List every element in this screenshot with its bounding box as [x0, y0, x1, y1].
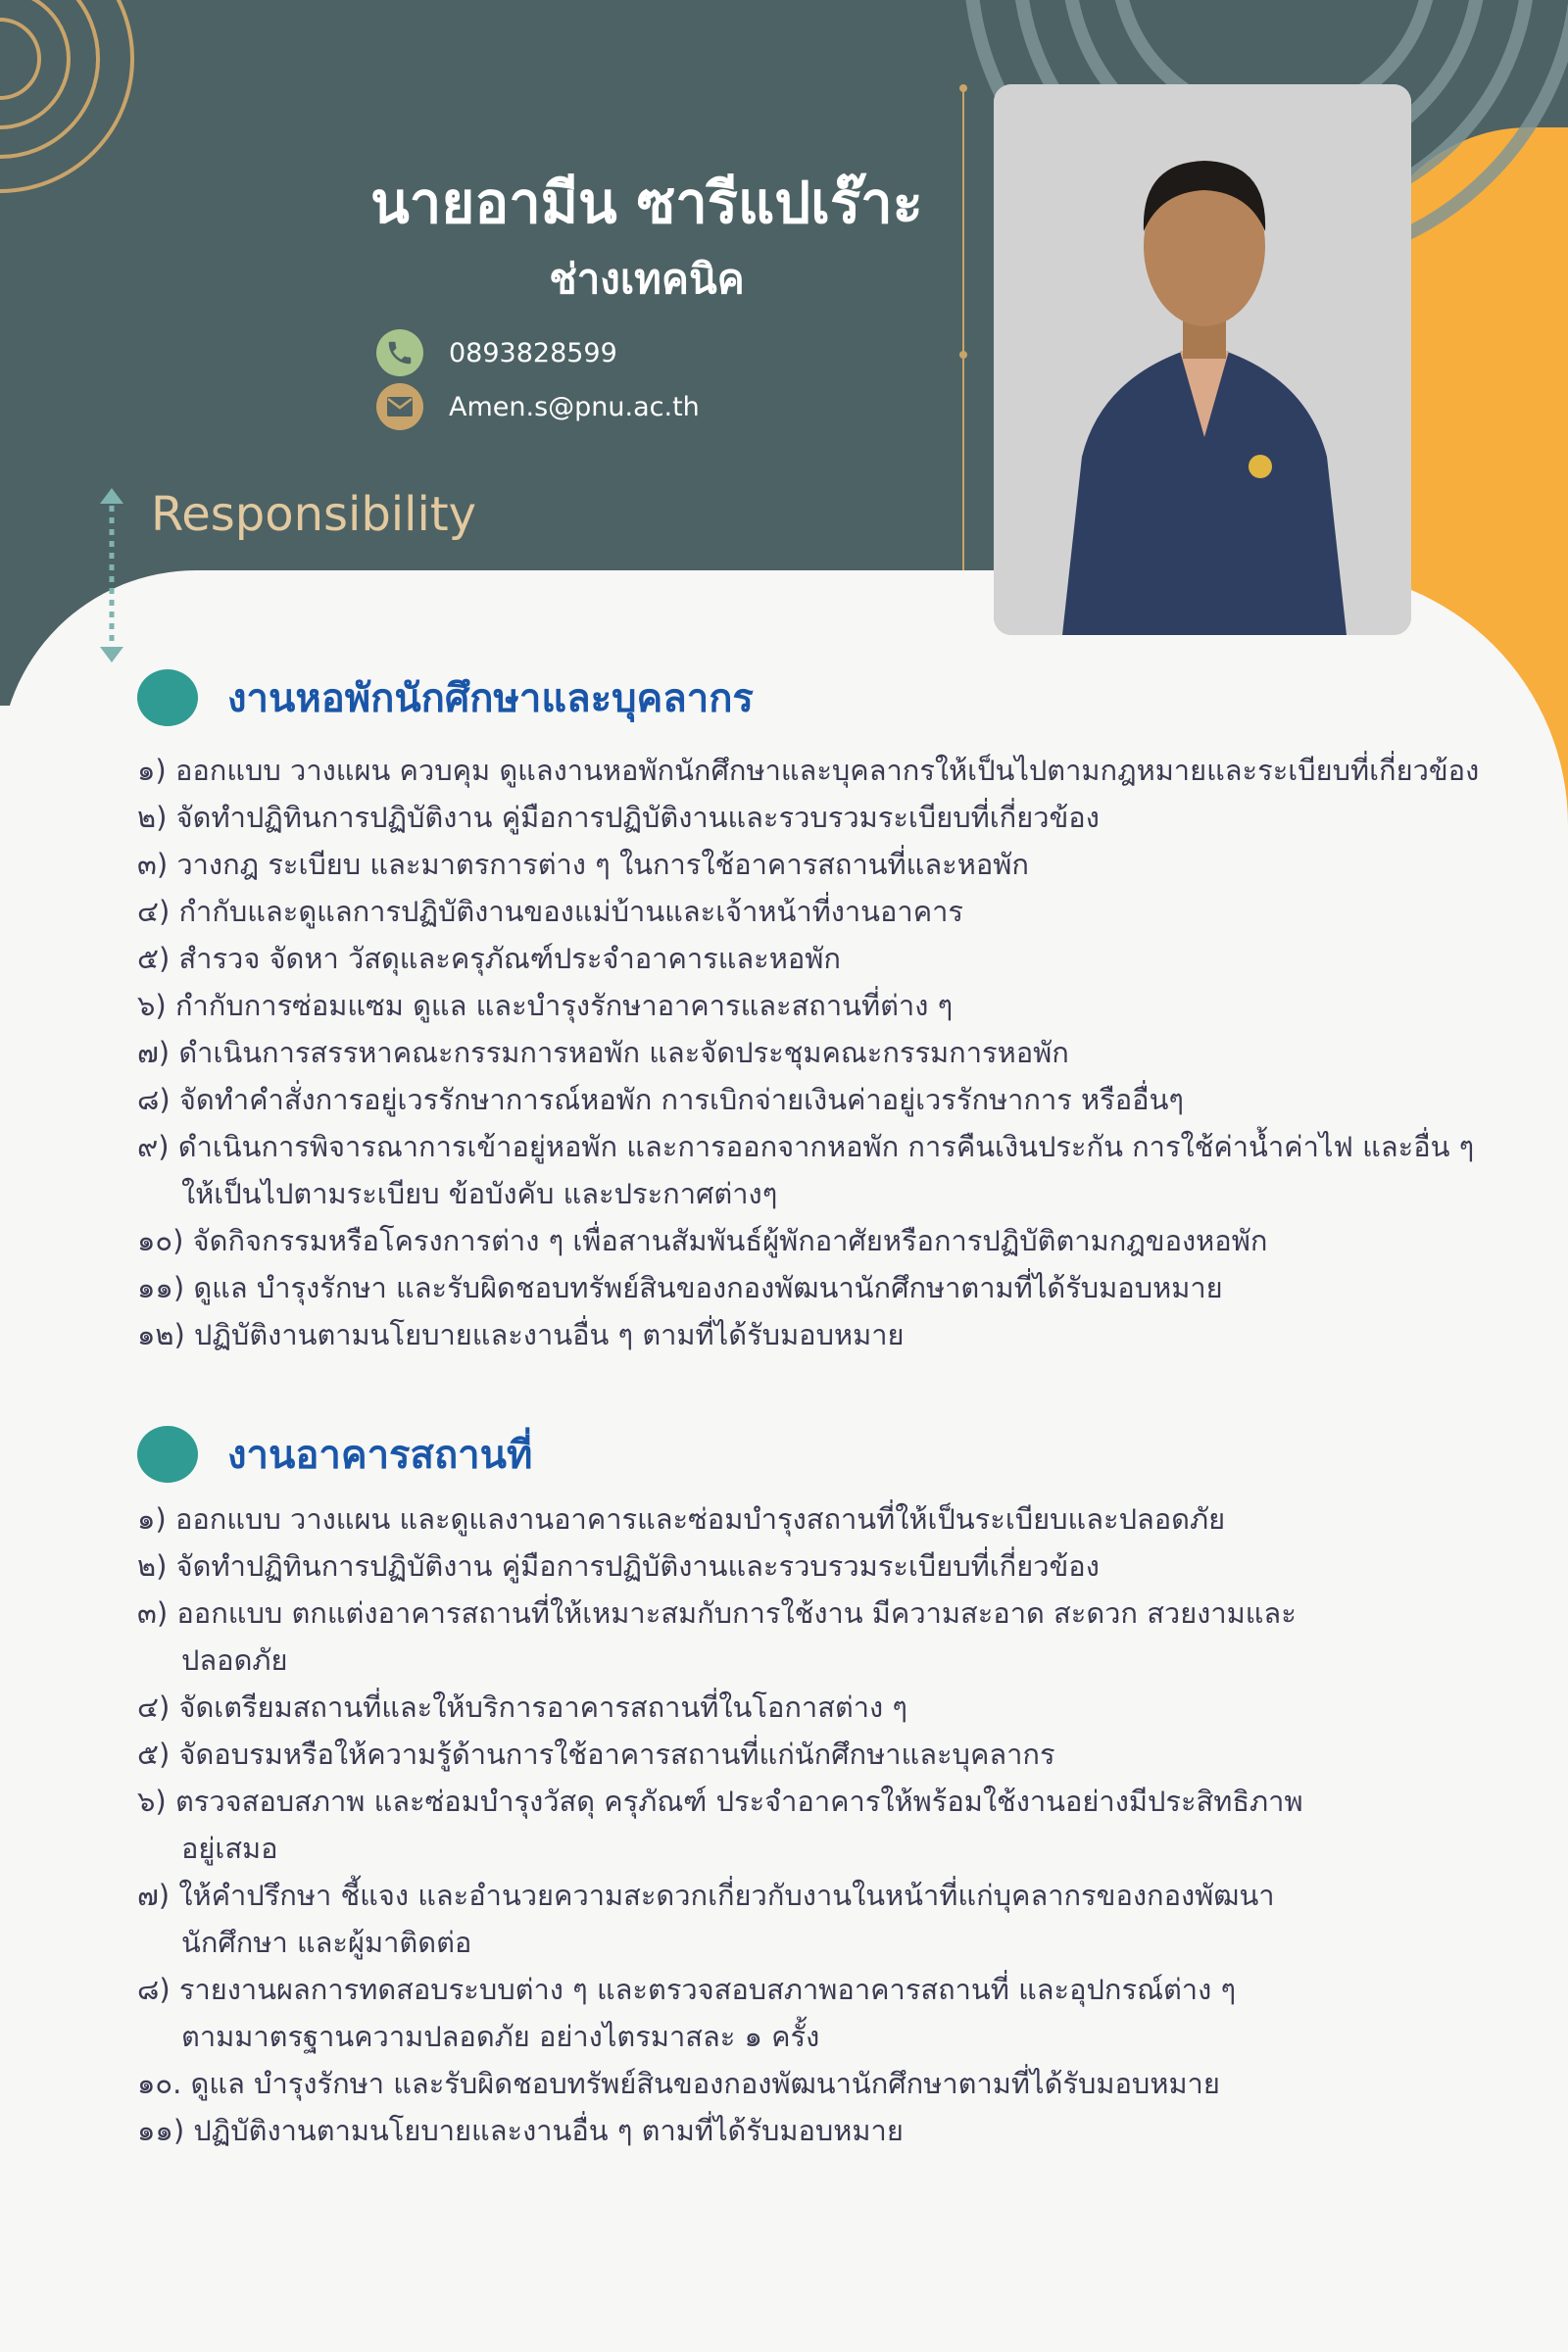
profile-photo [994, 84, 1411, 635]
person-name: นายอามีน ซารีแปเร๊าะ [370, 170, 923, 236]
list-item: ๕) สำรวจ จัดหา วัสดุและครุภัณฑ์ประจำอาคารและหอพัก [137, 942, 841, 975]
list-item: ๑) ออกแบบ วางแผน ควบคุม ดูแลงานหอพักนักศึกษาและบุคลากรให้เป็นไปตามกฎหมายและระเบียบที่เกี่ยวข้อง [137, 754, 1480, 787]
dormitory-duties-list [137, 747, 1479, 1358]
responsibility-heading: Responsibility [151, 487, 477, 542]
section-title-text: งานหอพักนักศึกษาและบุคลากร [227, 676, 754, 721]
list-item: ๔) จัดเตรียมสถานที่และให้บริการอาคารสถานที่ในโอกาสต่าง ๆ [137, 1690, 907, 1724]
list-item: ๓) ออกแบบ ตกแต่งอาคารสถานที่ให้เหมาะสมกับการใช้งาน มีความสะอาด สะดวก สวยงามและ ปลอดภัย [137, 1596, 1297, 1677]
list-item: ๓) วางกฎ ระเบียบ และมาตรการต่าง ๆ ในการใช้อาคารสถานที่และหอพัก [137, 848, 1029, 881]
person-position: ช่างเทคนิค [549, 255, 745, 303]
list-item: ๖) กำกับการซ่อมแซม ดูแล และบำรุงรักษาอาคารและสถานที่ต่าง ๆ [137, 989, 954, 1022]
list-item: ๕) จัดอบรมหรือให้ความรู้ด้านการใช้อาคารสถานที่แก่นักศึกษาและบุคลากร [137, 1738, 1055, 1771]
phone-number: 0893828599 [449, 337, 617, 368]
phone-icon [376, 329, 423, 376]
section-title-buildings [137, 1423, 532, 1486]
list-item: ๘) รายงานผลการทดสอบระบบต่าง ๆ และตรวจสอบสภาพอาคารสถานที่ และอุปกรณ์ต่าง ๆ ตามมาตรฐานความปลอดภัย อย่างไตรมาสละ ๑ ครั้ง [137, 1973, 1237, 2053]
list-item: ๑๐. ดูแล บำรุงรักษา และรับผิดชอบทรัพย์สินของกองพัฒนานักศึกษาตามที่ได้รับมอบหมาย [137, 2067, 1220, 2100]
list-item: ๑๑) ปฏิบัติงานตามนโยบายและงานอื่น ๆ ตามที่ได้รับมอบหมาย [137, 2114, 904, 2147]
section-title-text: งานอาคารสถานที่ [227, 1433, 533, 1478]
list-item: ๒) จัดทำปฏิทินการปฏิบัติงาน คู่มือการปฏิบัติงานและรวบรวมระเบียบที่เกี่ยวข้อง [137, 1549, 1100, 1583]
section-title-dormitory [137, 666, 754, 729]
list-item: ๗) ให้คำปรึกษา ชี้แจง และอำนวยความสะดวกเกี่ยวกับงานในหน้าที่แก่บุคลากรของกองพัฒนา นักศึกษา และผู้มาติดต่อ [137, 1879, 1275, 1959]
list-item: ๑๐) จัดกิจกรรมหรือโครงการต่าง ๆ เพื่อสานสัมพันธ์ผู้พักอาศัยหรือการปฏิบัติตามกฎของหอพัก [137, 1224, 1268, 1257]
email-contact[interactable] [376, 383, 700, 430]
section-bullet-icon [137, 1426, 198, 1483]
building-duties-list [137, 1495, 1303, 2154]
person-silhouette-icon [994, 84, 1411, 635]
list-item: ๙) ดำเนินการพิจารณาการเข้าอยู่หอพัก และการออกจากหอพัก การคืนเงินประกัน การใช้ค่าน้ำค่าไฟ และอื่น ๆ ให้เป็นไปตามระเบียบ ข้อบังคับ และประกาศต่างๆ [137, 1130, 1475, 1210]
list-item: ๘) จัดทำคำสั่งการอยู่เวรรักษาการณ์หอพัก การเบิกจ่ายเงินค่าอยู่เวรรักษาการ หรืออื่นๆ [137, 1083, 1184, 1116]
list-item: ๔) กำกับและดูแลการปฏิบัติงานของแม่บ้านและเจ้าหน้าที่งานอาคาร [137, 895, 963, 928]
list-item: ๒) จัดทำปฏิทินการปฏิบัติงาน คู่มือการปฏิบัติงานและรวบรวมระเบียบที่เกี่ยวข้อง [137, 801, 1100, 834]
list-item: ๑) ออกแบบ วางแผน และดูแลงานอาคารและซ่อมบำรุงสถานที่ให้เป็นระเบียบและปลอดภัย [137, 1502, 1226, 1536]
phone-contact[interactable] [376, 329, 617, 376]
mail-icon [376, 383, 423, 430]
list-item: ๖) ตรวจสอบสภาพ และซ่อมบำรุงวัสดุ ครุภัณฑ์ ประจำอาคารให้พร้อมใช้งานอย่างมีประสิทธิภาพ อยู่เสมอ [137, 1785, 1303, 1865]
list-item: ๑๒) ปฏิบัติงานตามนโยบายและงานอื่น ๆ ตามที่ได้รับมอบหมาย [137, 1318, 905, 1351]
list-item: ๑๑) ดูแล บำรุงรักษา และรับผิดชอบทรัพย์สินของกองพัฒนานักศึกษาตามที่ได้รับมอบหมาย [137, 1271, 1223, 1304]
email-address: Amen.s@pnu.ac.th [449, 391, 700, 422]
section-bullet-icon [137, 669, 198, 726]
list-item: ๗) ดำเนินการสรรหาคณะกรรมการหอพัก และจัดประชุมคณะกรรมการหอพัก [137, 1036, 1069, 1069]
double-arrow-icon [94, 488, 129, 662]
